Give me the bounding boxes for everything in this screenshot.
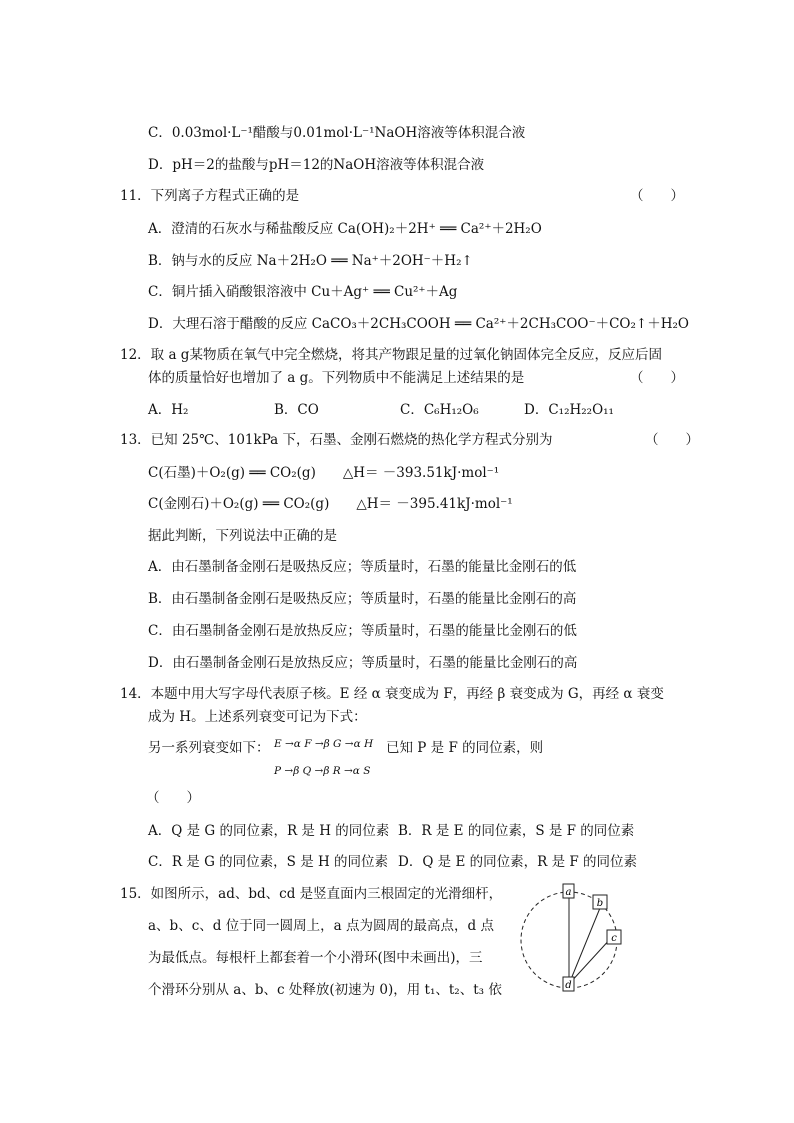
q14-given-text: 已知 P 是 F 的同位素，则 [386, 740, 544, 756]
q12-answer-blank: （ ） [630, 370, 684, 386]
q13-answer-blank: （ ） [645, 432, 699, 448]
rod-cd [569, 937, 612, 984]
q10-option-d: D．pH＝2的盐酸与pH＝12的NaOH溶液等体积混合液 [148, 157, 485, 173]
q13-option-b: B．由石墨制备金刚石是吸热反应；等质量时，石墨的能量比金刚石的高 [148, 591, 577, 607]
q13-option-c: C．由石墨制备金刚石是放热反应；等质量时，石墨的能量比金刚石的低 [148, 623, 577, 639]
q10-option-c: C．0.03mol·L⁻¹醋酸与0.01mol·L⁻¹NaOH溶液等体积混合液 [148, 125, 526, 141]
q15-line4: 个滑环分别从 a、b、c 处释放(初速为 0)，用 t₁、t₂、t₃ 依 [148, 982, 502, 998]
label-c [607, 930, 621, 944]
svg-text:c: c [611, 933, 617, 944]
q12-stem-line2: 体的质量恰好也增加了 a g。下列物质中不能满足上述结果的是 [148, 370, 525, 386]
svg-text:b: b [596, 898, 604, 909]
label-a [563, 884, 574, 898]
q11-stem: 11．下列离子方程式正确的是 [120, 188, 300, 204]
q11-option-a: A．澄清的石灰水与稀盐酸反应 Ca(OH)₂＋2H⁺ ══ Ca²⁺＋2H₂O [148, 221, 542, 237]
label-d [563, 977, 574, 991]
q15-circle-rods-figure [520, 880, 640, 1000]
rod-bd [569, 908, 600, 984]
q12-option-c: C．C₆H₁₂O₆ [400, 402, 479, 418]
q14-stem-line2: 成为 H。上述系列衰变可记为下式： [148, 709, 367, 725]
q12-option-b: B．CO [274, 402, 319, 418]
q13-equation-graphite: C(石墨)＋O₂(g) ══ CO₂(g) △H＝ －393.51kJ·mol⁻¹ [148, 465, 500, 481]
q14-option-b: B．R 是 E 的同位素，S 是 F 的同位素 [398, 823, 635, 839]
q13-equation-diamond: C(金刚石)＋O₂(g) ══ CO₂(g) △H＝ －395.41kJ·mol⁻¹ [148, 496, 513, 512]
label-b [593, 895, 607, 909]
q14-option-c: C．R 是 G 的同位素，S 是 H 的同位素 [148, 854, 389, 870]
q13-option-a: A．由石墨制备金刚石是吸热反应；等质量时，石墨的能量比金刚石的低 [148, 559, 577, 575]
q14-option-a: A．Q 是 G 的同位素，R 是 H 的同位素 [148, 823, 390, 839]
q14-decay-chain-2: P →β Q →β R →α S [274, 765, 371, 777]
q14-option-d: D．Q 是 E 的同位素，R 是 F 的同位素 [398, 854, 638, 870]
q14-answer-blank: （ ） [146, 790, 200, 806]
q11-option-b: B．钠与水的反应 Na＋2H₂O ══ Na⁺＋2OH⁻＋H₂↑ [148, 253, 473, 269]
q13-judge-text: 据此判断，下列说法中正确的是 [148, 528, 337, 544]
q11-option-d: D．大理石溶于醋酸的反应 CaCO₃＋2CH₃COOH ══ Ca²⁺＋2CH₃COO⁻＋CO₂↑＋H₂O [148, 316, 689, 332]
svg-text:d: d [565, 980, 572, 991]
q12-stem-line1: 12．取 a g某物质在氧气中完全燃烧，将其产物跟足量的过氧化钠固体完全反应，反应后固 [120, 347, 662, 363]
q15-line2: a、b、c、d 位于同一圆周上，a 点为圆周的最高点，d 点 [148, 918, 494, 934]
q14-stem-line1: 14．本题中用大写字母代表原子核。E 经 α 衰变成为 F，再经 β 衰变成为 G，再经 α 衰变 [120, 686, 664, 702]
q11-option-c: C．铜片插入硝酸银溶液中 Cu＋Ag⁺ ══ Cu²⁺＋Ag [148, 284, 458, 300]
q12-option-d: D．C₁₂H₂₂O₁₁ [524, 402, 614, 418]
q13-option-d: D．由石墨制备金刚石是放热反应；等质量时，石墨的能量比金刚石的高 [148, 655, 578, 671]
q14-another-series-label: 另一系列衰变如下： [148, 740, 270, 756]
q15-line1: 15．如图所示，ad、bd、cd 是竖直面内三根固定的光滑细杆， [120, 886, 503, 902]
q12-option-a: A．H₂ [148, 402, 189, 418]
q14-decay-chain-1: E →α F →β G →α H [274, 738, 374, 750]
q11-answer-blank: （ ） [630, 188, 684, 204]
q13-stem: 13．已知 25℃、101kPa 下，石墨、金刚石燃烧的热化学方程式分别为 [120, 432, 553, 448]
svg-text:a: a [565, 887, 572, 898]
q15-line3: 为最低点。每根杆上都套着一个小滑环(图中未画出)，三 [148, 950, 483, 966]
